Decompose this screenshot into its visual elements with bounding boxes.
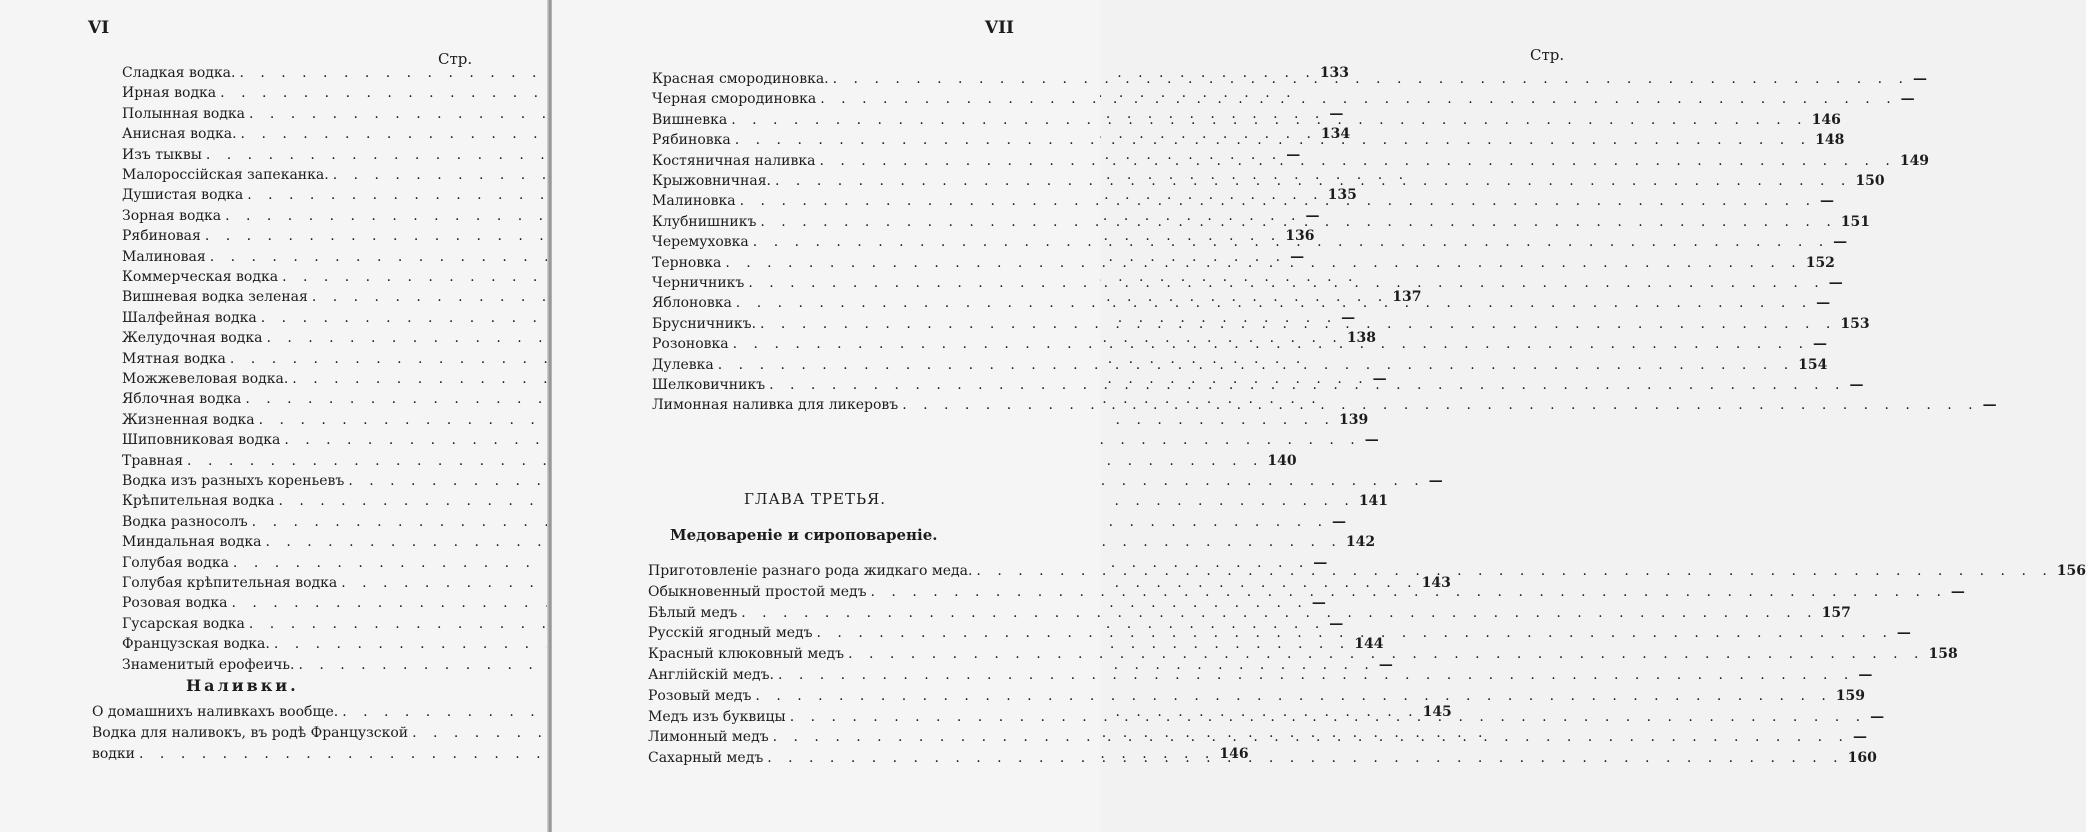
toc-entry-page: — [1833,234,1848,251]
toc-entry-title: Брусничникъ. [652,315,757,332]
toc-entry-title: водки [92,746,136,762]
toc-entry-title: Вишневая водка зеленая [122,289,308,306]
toc-entry-page: — [1311,595,1326,612]
toc-entry-title: Малороссійская запеканка. [122,167,329,183]
toc-entry-title: Мятная водка [122,350,226,367]
toc-entry [652,254,1835,272]
toc-entry-page: — [1853,729,1867,746]
toc-entry [652,376,1864,394]
toc-entry-page: — [1900,91,1915,108]
toc-entry [122,268,494,286]
toc-entry-title: Медъ изъ буквицы [648,708,786,725]
toc-entry-title: Знаменитый ерофеичь. [122,656,295,673]
toc-entry [122,166,494,184]
toc-entry-page: 134 [1320,126,1351,143]
toc-entry-page: 152 [1805,254,1835,271]
toc-entry-title: Гусарская водка [122,615,245,632]
toc-entry-page: — [1378,656,1393,673]
toc-entry [652,111,1841,129]
toc-entry-title: Водка разносолъ [122,513,248,530]
toc-entry-title: Полынная водка [122,105,245,122]
toc-entry [652,396,1997,414]
dot-leader [718,356,1794,374]
toc-entry-page: 133 [1319,65,1350,81]
dot-leader [735,131,1811,149]
toc-entry-page: — [1332,513,1347,530]
toc-entry-title: Черничникъ [652,275,745,291]
toc-entry-title: Красная смородиновка. [652,71,829,87]
page-number: VI [88,18,110,38]
toc-entry-page: — [1816,295,1831,312]
toc-entry-page: 157 [1821,604,1851,621]
toc-entry-title: Костяничная наливка [652,152,816,169]
toc-entry-page: 143 [1421,575,1451,591]
toc-entry [122,635,1384,653]
dot-leader [755,687,1831,705]
toc-entry-title: Черная смородиновка [652,91,817,108]
toc-entry [648,562,2086,580]
toc-entry [122,615,1344,633]
toc-entry-title: Водка изъ разныхъ кореньевъ [122,473,345,489]
dot-leader [736,294,1812,312]
toc-entry-page: — [1290,248,1305,265]
toc-entry-title: Анисная водка. [122,126,237,143]
toc-entry-page: 137 [1392,289,1422,306]
toc-entry [652,274,1843,292]
toc-entry-title: Красный клюковный медъ [648,646,845,663]
toc-entry-title: Водка для наливокъ, въ родѣ Французской [92,725,409,741]
toc-entry-title: Приготовленіе разнаго рода жидкаго меда. [648,563,973,579]
dot-leader [760,213,1836,231]
toc-entry [648,666,1873,684]
dot-leader [767,749,1843,767]
dot-leader [753,233,1829,251]
toc-entry-page: — [1982,397,1997,414]
dot-leader [976,562,2052,580]
toc-entry-title: Жизненная водка [122,411,255,428]
dot-leader [778,666,1854,684]
toc-entry-page: — [1428,473,1443,489]
toc-entry-page: — [1329,615,1344,632]
dot-leader [748,274,1824,292]
toc-entry-title: Голубая крѣпительная водка [122,575,338,591]
toc-entry-title: Голубая водка [122,554,229,571]
dot-leader [775,172,1851,190]
toc-entry-page: 144 [1354,636,1384,653]
toc-entry-title: Обыкновенный простой медъ [648,583,867,600]
toc-entry-title: Рябиновка [652,132,731,149]
toc-entry [652,90,1915,108]
section-heading: Наливки. [186,676,299,695]
toc-entry-title: Малиновка [652,193,736,210]
toc-entry-page: 140 [1267,452,1297,469]
toc-entry-page: 145 [1422,704,1452,720]
dot-leader [725,254,1801,272]
toc-entry-page: — [1313,554,1328,571]
toc-entry-title: Сладкая водка. [122,65,236,81]
toc-entry [122,84,494,102]
dot-leader [833,70,1909,88]
toc-entry-page: 148 [1815,132,1845,149]
toc-entry-page: 156 [2056,563,2086,579]
toc-entry-page: 149 [1899,152,1930,169]
toc-entry [92,724,492,742]
toc-entry-title: Черемуховка [652,234,749,251]
toc-entry-title: Изъ тыквы [122,146,202,163]
chapter-heading: ГЛАВА ТРЕТЬЯ. [744,490,887,508]
toc-entry [648,728,1867,746]
toc-entry-title: Миндальная водка [122,534,262,551]
toc-entry [122,452,1297,470]
toc-entry-page: 153 [1840,315,1870,332]
toc-entry-title: Яблоновка [652,295,732,312]
toc-entry-page: 160 [1847,750,1877,767]
toc-entry [122,390,494,408]
toc-entry-page: 138 [1346,330,1377,347]
toc-entry-title: Ирная водка [122,85,217,102]
page-column-header: Стр. [438,50,473,68]
toc-entry [122,350,494,368]
toc-entry-title: Терновка [652,254,722,271]
toc-entry [122,513,1347,531]
toc-entry-title: Рябиновая [122,228,201,245]
dot-leader [871,583,1947,601]
toc-entry [652,213,1871,231]
dot-leader [819,152,1895,170]
toc-entry [122,594,1326,612]
toc-entry-page: 142 [1345,534,1376,551]
toc-entry [648,687,1866,705]
toc-entry-title: Травная [122,452,184,469]
toc-entry-title: Клубнишникъ [652,213,757,230]
toc-entry-title: Дулевка [652,356,714,373]
toc-entry [652,356,1828,374]
toc-entry-title: Яблочная водка [122,391,242,408]
toc-entry-page: 136 [1285,228,1315,245]
toc-entry-title: Коммерческая водка [122,269,279,285]
toc-entry-page: 146 [1811,111,1841,128]
toc-entry-page: — [1950,583,1965,600]
toc-entry-page: — [1329,105,1344,122]
toc-entry-title: Розовая водка [122,595,228,612]
toc-entry-page: — [1870,708,1885,725]
toc-entry-page: — [1849,377,1864,393]
toc-entry-title: Малиновая [122,248,206,265]
toc-entry-page: — [1372,371,1387,387]
toc-entry-page: 158 [1928,646,1958,663]
dot-leader [733,335,1809,353]
toc-entry-page: 139 [1339,411,1369,428]
toc-entry-title: Розовый медъ [648,687,752,704]
toc-entry-title: Крыжовничная. [652,173,772,189]
toc-entry-page: 146 [1219,746,1249,762]
toc-entry-title: Англійскій медъ. [648,667,774,683]
dot-leader [790,708,1866,726]
toc-entry-page: — [1820,193,1835,210]
toc-entry-page: 159 [1835,687,1866,704]
toc-entry-title: Французская водка. [122,636,270,653]
toc-entry-page: — [1913,71,1928,87]
toc-entry [648,604,1851,622]
toc-entry [122,656,1393,674]
toc-entry-title: Вишневка [652,111,728,128]
toc-entry-page: — [1858,667,1873,683]
toc-entry-page: 151 [1840,213,1871,230]
toc-entry-page: 141 [1358,493,1389,510]
toc-entry-page: 154 [1798,356,1828,373]
toc-entry-page: 135 [1327,187,1357,204]
dot-leader [731,111,1807,129]
toc-entry-title: Бѣлый медъ [648,604,738,621]
toc-entry [648,624,1911,642]
toc-entry [652,315,1870,333]
toc-entry-title: Розоновка [652,336,729,353]
toc-entry-title: Русскій ягодный медъ [648,625,813,642]
dot-leader [760,315,1836,333]
dot-leader [820,90,1896,108]
dot-leader [741,604,1817,622]
toc-entry-page: — [1305,207,1320,224]
page-column-header: Стр. [1530,46,1565,64]
toc-entry-title: Шелковичникъ [652,377,766,393]
toc-entry [648,645,1958,663]
toc-entry-title: Крѣпительная водка [122,493,275,510]
toc-entry-title: Желудочная водка [122,330,263,347]
toc-entry [122,472,1443,490]
toc-entry-page: — [1341,309,1356,326]
toc-entry-title: Лимонный медъ [648,729,769,746]
toc-entry-page: — [1896,625,1911,642]
toc-entry-title: Шиповниковая водка [122,432,281,449]
toc-entry-page: — [1364,432,1379,449]
toc-entry-page: — [1828,275,1843,291]
dot-leader [769,376,1845,394]
dot-leader [817,624,1893,642]
dot-leader [740,192,1816,210]
toc-entry-title: О домашнихъ наливкахъ вообще. [92,704,339,720]
toc-entry-page: 150 [1855,173,1885,189]
dot-leader [773,728,1849,746]
dot-leader [902,396,1978,414]
toc-entry-title: Зорная водка [122,207,222,224]
toc-entry-title: Лимонная наливка для ликеровъ [652,397,899,414]
toc-entry [122,431,1379,449]
toc-entry [652,152,1930,170]
toc-entry [122,411,1369,429]
chapter-subheading: Медовареніе и сироповареніе. [670,526,938,544]
toc-entry-title: Можжевеловая водка. [122,371,289,387]
toc-entry [652,172,1885,190]
toc-entry-title: Шалфейная водка [122,309,257,326]
toc-entry-title: Сахарный медъ [648,750,764,767]
toc-entry-title: Душистая водка [122,187,244,204]
toc-entry-page: — [1286,146,1301,163]
page-number: VII [984,18,1014,38]
dot-leader [848,645,1924,663]
toc-entry-page: — [1813,336,1828,353]
